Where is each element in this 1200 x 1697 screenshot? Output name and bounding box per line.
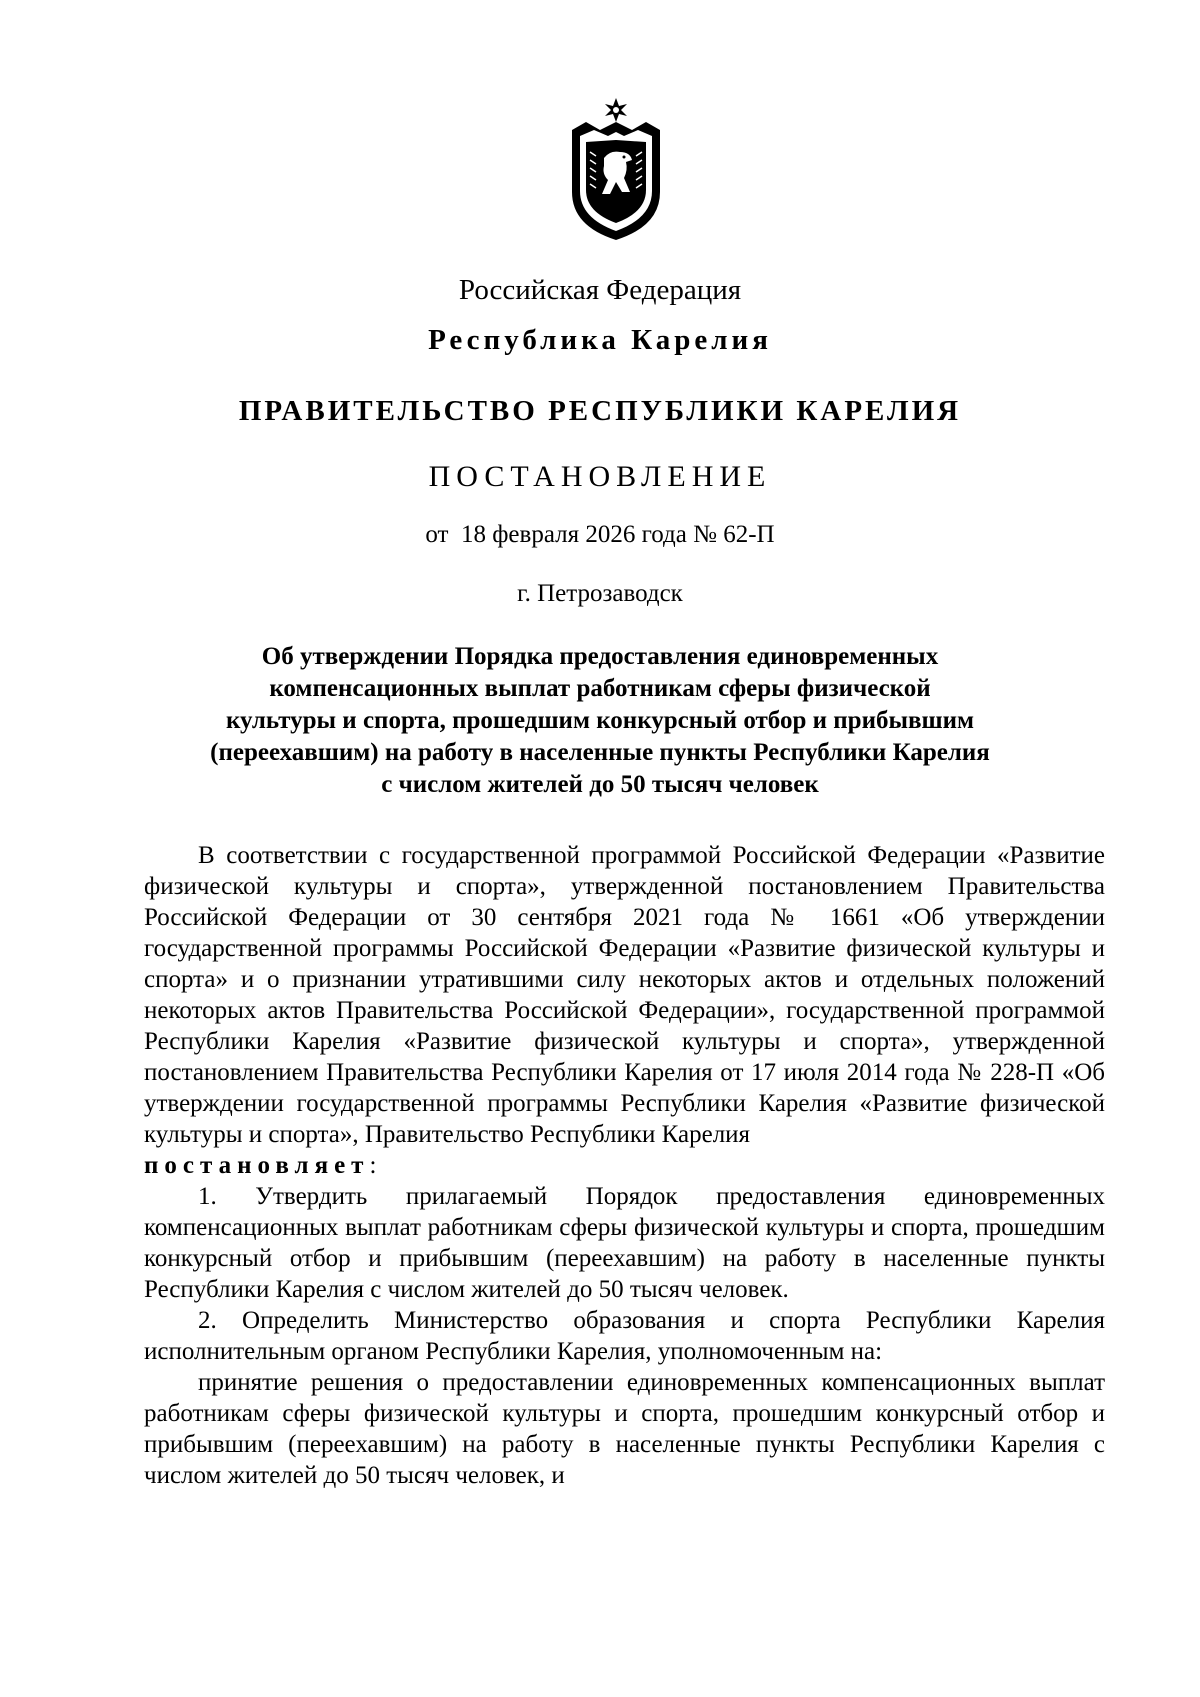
title-line: (переехавшим) на работу в населенные пункты Республики Карелия bbox=[210, 739, 990, 766]
country-name: Российская Федерация bbox=[458, 274, 742, 306]
document-date-number: от 18 февраля 2026 года № 62-П bbox=[425, 521, 775, 548]
karelia-coat-of-arms-icon bbox=[566, 96, 666, 244]
decree-word: постановляет bbox=[144, 1152, 370, 1179]
document-title bbox=[150, 641, 1050, 801]
preamble-paragraph: В соответствии с государственной программой Российской Федерации «Развитие физической культуры и спорта», утвержденной постановлением Правительства Российской Федерации от 30 сентября 2021 года № 1661 «Об утверждении государственной программы Российской Федерации «Развитие физической культуры и спорта» и о признании утратившими силу некоторых актов и отдельных положений некоторых актов Правительства Российской Федерации», государственной программой Республики Карелия «Развитие физической культуры и спорта», утвержденной постановлением Правительства Республики Карелия от 17 июля 2014 года № 228-П «Об утверждении государственной программы Республики Карелия «Развитие физической культуры и спорта», Правительство Республики Карелия bbox=[144, 842, 1105, 1148]
decree-colon: : bbox=[369, 1152, 377, 1179]
title-line: компенсационных выплат работникам сферы физической bbox=[269, 675, 931, 702]
document-type: ПОСТАНОВЛЕНИЕ bbox=[428, 460, 772, 493]
government-name: ПРАВИТЕЛЬСТВО РЕСПУБЛИКИ КАРЕЛИЯ bbox=[238, 395, 962, 427]
title-line: культуры и спорта, прошедшим конкурсный отбор и прибывшим bbox=[225, 707, 975, 734]
title-line: Об утверждении Порядка предоставления единовременных bbox=[261, 643, 939, 670]
document-city: г. Петрозаводск bbox=[517, 580, 683, 607]
document-body bbox=[144, 840, 1105, 1491]
title-line: с числом жителей до 50 тысяч человек bbox=[381, 771, 819, 798]
item-2-paragraph: 2. Определить Министерство образования и спорта Республики Карелия исполнительным органом Республики Карелия, уполномоченным на: bbox=[144, 1307, 1105, 1365]
decree-line bbox=[144, 1150, 1105, 1181]
republic-name: Республика Карелия bbox=[428, 324, 772, 356]
item-1-paragraph: 1. Утвердить прилагаемый Порядок предоставления единовременных компенсационных выплат работникам сферы физической культуры и спорта, прошедшим конкурсный отбор и прибывшим (переехавшим) на работу в населенные пункты Республики Карелия с числом жителей до 50 тысяч человек. bbox=[144, 1183, 1105, 1303]
item-2-sub-paragraph: принятие решения о предоставлении единовременных компенсационных выплат работникам сферы физической культуры и спорта, прошедшим конкурсный отбор и прибывшим (переехавшим) на работу в населенные пункты Республики Карелия с числом жителей до 50 тысяч человек, и bbox=[144, 1369, 1105, 1489]
